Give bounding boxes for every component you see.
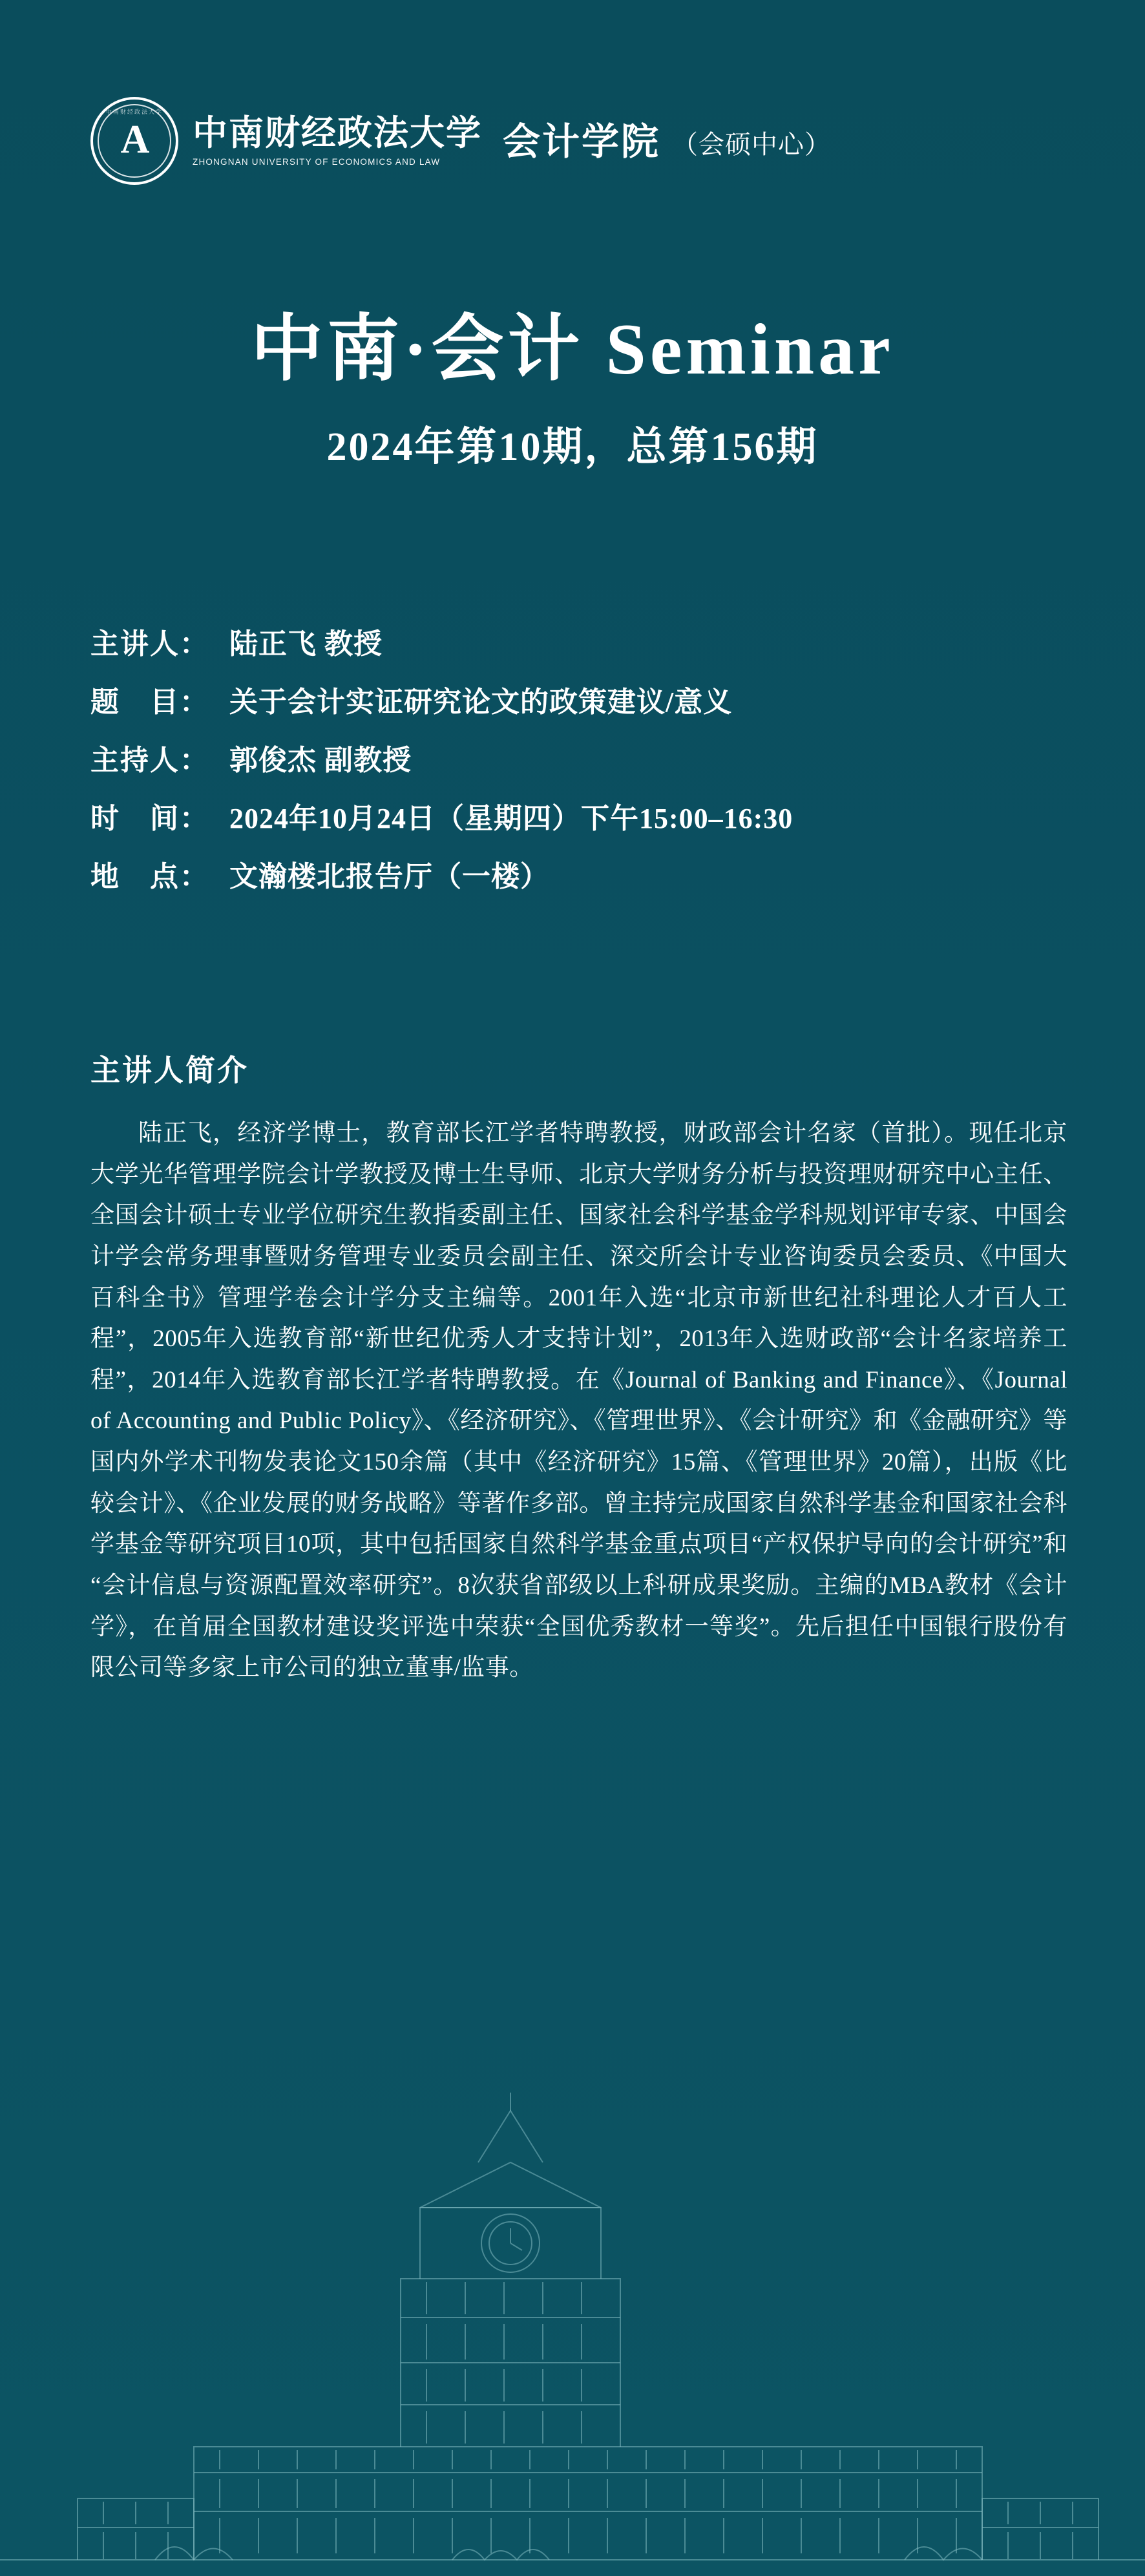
info-value: 2024年10月24日（星期四）下午15:00–16:30 [229, 803, 793, 834]
campus-building-illustration [0, 2085, 1145, 2576]
info-row-time [90, 795, 1074, 836]
info-row-topic [90, 679, 1074, 720]
university-logo-icon [90, 97, 178, 185]
event-info-list [90, 620, 1074, 911]
info-row-speaker [90, 620, 1074, 662]
bio-heading: 主讲人简介 [90, 1054, 249, 1087]
title-block [0, 310, 1145, 472]
logo-glyph: A [120, 118, 149, 162]
info-value: 关于会计实证研究论文的政策建议/意义 [229, 686, 733, 718]
university-name-cn: 中南财经政法大学 [193, 113, 482, 153]
school-center-name: （会硕中心） [672, 129, 832, 159]
page-subtitle: 2024年第10期，总第156期 [326, 425, 819, 470]
university-name-en: ZHONGNAN UNIVERSITY OF ECONOMICS AND LAW [193, 157, 441, 167]
page-title: 中南·会计 Seminar [251, 310, 894, 390]
school-name: 会计学院 [503, 121, 661, 163]
info-row-host [90, 737, 1074, 778]
logo-arc-text: 中南财经政法大学 [105, 109, 163, 115]
info-label: 地 点： [90, 861, 209, 892]
info-label: 主讲人： [90, 628, 209, 660]
info-value: 郭俊杰 副教授 [229, 744, 412, 776]
info-row-venue [90, 853, 1074, 894]
bio-text: 陆正飞，经济学博士，教育部长江学者特聘教授，财政部会计名家（首批）。现任北京大学光华管理学院会计学教授及博士生导师、北京大学财务分析与投资理财研究中心主任、全国会计硕士专业学位研究生教指委副主任、国家社会科学基金学科规划评审专家、中国会计学会常务理事暨财务管理专业委员会副主任、深交所会计专业咨询委员会委员、《中国大百科全书》管理学卷会计学分支主编等。2001年入选“北京市新世纪社科理论人才百人工程”，2005年入选教育部“新世纪优秀人才支持计划”，2013年入选财政部“会计名家培养工程”，2014年入选教育部长江学者特聘教授。在《Journal of Banking and Finance》、《Journal of Accounting and Public Policy》、《经济研究》、《管理世界》、《会计研究》和《金融研究》等国内外学术刊物发表论文150余篇（其中《经济研究》15篇、《管理世界》20篇），出版《比较会计》、《企业发展的财务战略》等著作多部。曾主持完成国家自然科学基金和国家社会科学基金等研究项目10项，其中包括国家自然科学基金重点项目“产权保护导向的会计研究”和“会计信息与资源配置效率研究”。8次获省部级以上科研成果奖励。主编的MBA教材《会计学》，在首届全国教材建设奖评选中荣获“全国优秀教材一等奖”。先后担任中国银行股份有限公司等多家上市公司的独立董事/监事。 [90, 1120, 1067, 1682]
info-label: 主持人： [90, 744, 209, 776]
info-value: 陆正飞 教授 [229, 628, 383, 660]
info-label: 时 间： [90, 803, 209, 834]
info-value: 文瀚楼北报告厅（一楼） [229, 861, 549, 892]
info-label: 题 目： [90, 686, 209, 718]
speaker-bio-section [90, 1047, 1067, 1689]
university-wordmark [193, 115, 482, 167]
poster-header [90, 97, 1067, 185]
